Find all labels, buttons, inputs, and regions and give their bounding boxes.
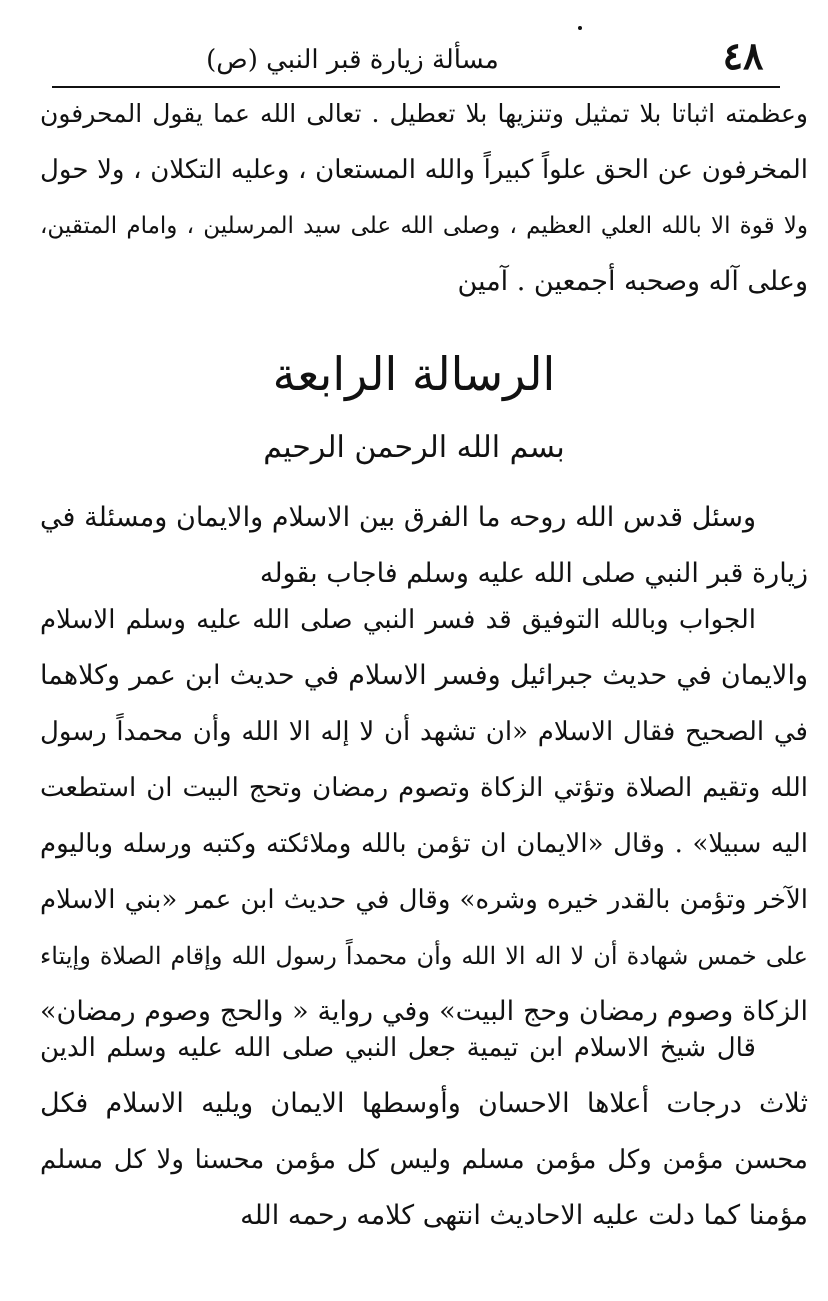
running-title: مسألة زيارة قبر النبي (ص) <box>206 45 499 75</box>
text-line: مؤمنا كما دلت عليه الاحاديث انتهى كلامه رحمه الله <box>240 1200 808 1231</box>
text-line: الله وتقيم الصلاة وتؤتي الزكاة وتصوم رمضان وتحج البيت ان استطعت <box>40 773 808 803</box>
text-line: اليه سبيلا» . وقال «الايمان ان تؤمن بالله وملائكته وكتبه ورسله وباليوم <box>40 829 808 859</box>
text-line: وسئل قدس الله روحه ما الفرق بين الاسلام والايمان ومسئلة في <box>40 502 756 533</box>
page-header <box>52 33 764 82</box>
text-line: وعظمته اثباتا بلا تمثيل وتنزيها بلا تعطيل . تعالى الله عما يقول المحرفون <box>40 99 808 128</box>
question-paragraph <box>40 490 808 602</box>
text-line: زيارة قبر النبي صلى الله عليه وسلم فاجاب بقوله <box>259 558 808 589</box>
closing-paragraph <box>40 86 808 310</box>
ink-dot <box>578 26 582 30</box>
text-line: والايمان في حديث جبرائيل وفسر الاسلام في حديث ابن عمر وكلاهما <box>40 660 808 691</box>
text-line: محسن مؤمن وكل مؤمن مسلم وليس كل مؤمن محسنا ولا كل مسلم <box>40 1145 808 1175</box>
text-line: المخرفون عن الحق علواً كبيراً والله المستعان ، وعليه التكلان ، ولا حول <box>40 155 808 185</box>
text-line: في الصحيح فقال الاسلام «ان تشهد أن لا إله الا الله وأن محمداً رسول <box>40 717 808 747</box>
text-line: وعلى آله وصحبه أجمعين . آمين <box>457 266 808 297</box>
section-title: الرسالة الرابعة <box>272 347 556 401</box>
text-line: الآخر وتؤمن بالقدر خيره وشره» وقال في حديث ابن عمر «بني الاسلام <box>40 885 808 915</box>
basmala: بسم الله الرحمن الرحيم <box>263 430 565 465</box>
text-line: الجواب وبالله التوفيق قد فسر النبي صلى الله عليه وسلم الاسلام <box>40 605 756 635</box>
page-number: ٤٨ <box>722 33 764 78</box>
quote-paragraph <box>40 1020 808 1244</box>
answer-paragraph <box>40 592 808 1040</box>
text-line: قال شيخ الاسلام ابن تيمية جعل النبي صلى الله عليه وسلم الدين <box>40 1033 756 1063</box>
text-line: ثلاث درجات أعلاها الاحسان وأوسطها الايمان ويليه الاسلام فكل <box>40 1088 808 1119</box>
text-line: الزكاة وصوم رمضان وحج البيت» وفي رواية « والحج وصوم رمضان» <box>40 996 808 1027</box>
text-line: ولا قوة الا بالله العلي العظيم ، وصلى الله على سيد المرسلين ، وامام المتقين، <box>40 213 808 239</box>
text-line: على خمس شهادة أن لا اله الا الله وأن محمداً رسول الله وإقام الصلاة وإيتاء <box>40 942 808 970</box>
